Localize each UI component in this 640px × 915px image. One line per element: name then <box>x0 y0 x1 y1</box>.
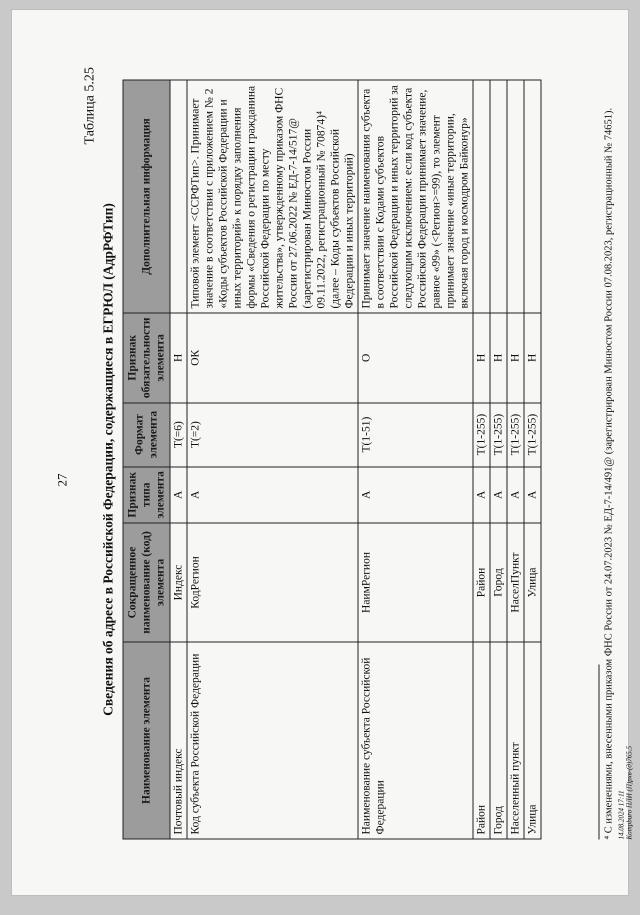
cell-type: А <box>473 467 490 523</box>
stamp-line: 14.08.2024 17:11 <box>618 746 626 840</box>
cell-required: Н <box>473 313 490 403</box>
cell-info <box>170 80 187 313</box>
cell-format: T(1-51) <box>358 403 473 467</box>
table-row <box>187 80 358 839</box>
table-row <box>170 80 187 839</box>
cell-code: КодРегион <box>187 523 358 642</box>
table-label: Таблица 5.25 <box>83 67 99 144</box>
header-type: Признак типа элемента <box>123 467 170 523</box>
cell-code: Район <box>473 523 490 642</box>
cell-required: Н <box>490 313 507 403</box>
address-table <box>123 80 542 840</box>
cell-type: А <box>170 467 187 523</box>
cell-code: Город <box>490 523 507 642</box>
cell-type: А <box>490 467 507 523</box>
cell-name: Почтовый индекс <box>170 642 187 839</box>
cell-format: T(1-255) <box>507 403 524 467</box>
cell-type: А <box>507 467 524 523</box>
cell-info: Типовой элемент <ССРФТип>. Принимает значение в соответствии с приложением № 2 «Коды субъектов Российской Федерации и иных территорий» к порядку заполнения формы «Сведения о регистрации гражданина Российской Федерации по месту жительства», утвержденному приказом ФНС России от 27.06.2022 № ЕД-7-14/517@ (зарегистрирован Минюстом России 09.11.2022, регистрационный № 70874)⁴ (далее – Коды субъектов Российской Федерации и иных территорий) <box>187 80 358 313</box>
cell-format: T(1-255) <box>473 403 490 467</box>
cell-required: Н <box>524 313 541 403</box>
cell-format: T(1-255) <box>524 403 541 467</box>
header-required: Признак обязательности элемента <box>123 313 170 403</box>
cell-info <box>473 80 490 313</box>
header-format: Формат элемента <box>123 403 170 467</box>
cell-code: Улица <box>524 523 541 642</box>
page-number: 27 <box>55 474 71 487</box>
table-header-row <box>123 80 170 839</box>
cell-required: Н <box>170 313 187 403</box>
cell-format: T(=6) <box>170 403 187 467</box>
cell-code: Индекс <box>170 523 187 642</box>
cell-name: Код субъекта Российской Федерации <box>187 642 358 839</box>
table-row <box>473 80 490 839</box>
cell-required: Н <box>507 313 524 403</box>
footnote: ⁴ С изменениями, внесенными приказом ФНС России от 24.07.2023 № ЕД-7-14/491@ (зарегистрирован Минюстом России 07.08.2023, регистрационный № 74651). <box>604 108 615 840</box>
cell-name: Населенный пункт <box>507 642 524 839</box>
stamp-line: Kompburo ПЛИ (П)рхв-(д)765.5 <box>626 746 634 840</box>
header-name: Наименование элемента <box>123 642 170 839</box>
document-page <box>12 10 628 895</box>
cell-code: НаселПункт <box>507 523 524 642</box>
print-stamp <box>618 746 634 840</box>
cell-name: Район <box>473 642 490 839</box>
cell-format: T(=2) <box>187 403 358 467</box>
cell-name: Наименование субъекта Российской Федерации <box>358 642 473 839</box>
table-title: Сведения об адресе в Российской Федерации, содержащиеся в ЕГРЮЛ (АдрРФТип) <box>101 75 117 845</box>
cell-info <box>490 80 507 313</box>
cell-info <box>524 80 541 313</box>
table-row <box>524 80 541 839</box>
cell-name: Город <box>490 642 507 839</box>
footnote-divider <box>599 665 600 840</box>
cell-format: T(1-255) <box>490 403 507 467</box>
table-row <box>490 80 507 839</box>
cell-type: А <box>524 467 541 523</box>
cell-type: А <box>187 467 358 523</box>
header-info: Дополнительная информация <box>123 80 170 313</box>
table-row <box>507 80 524 839</box>
cell-name: Улица <box>524 642 541 839</box>
cell-info <box>507 80 524 313</box>
cell-type: А <box>358 467 473 523</box>
header-code: Сокращенное наименование (код) элемента <box>123 523 170 642</box>
cell-required: О <box>358 313 473 403</box>
cell-required: ОК <box>187 313 358 403</box>
cell-info: Принимает значение наименования субъекта в соответствии с Кодами субъектов Российской Федерации и иных территорий за следующим исключением: если код субъекта Российской Федерации принимает значение, равное «99» (<Регион>=99), то элемент принимает значение «иные территории, включая город и космодром Байконур» <box>358 80 473 313</box>
rotated-content <box>13 10 640 915</box>
cell-code: НаимРегион <box>358 523 473 642</box>
table-row <box>358 80 473 839</box>
